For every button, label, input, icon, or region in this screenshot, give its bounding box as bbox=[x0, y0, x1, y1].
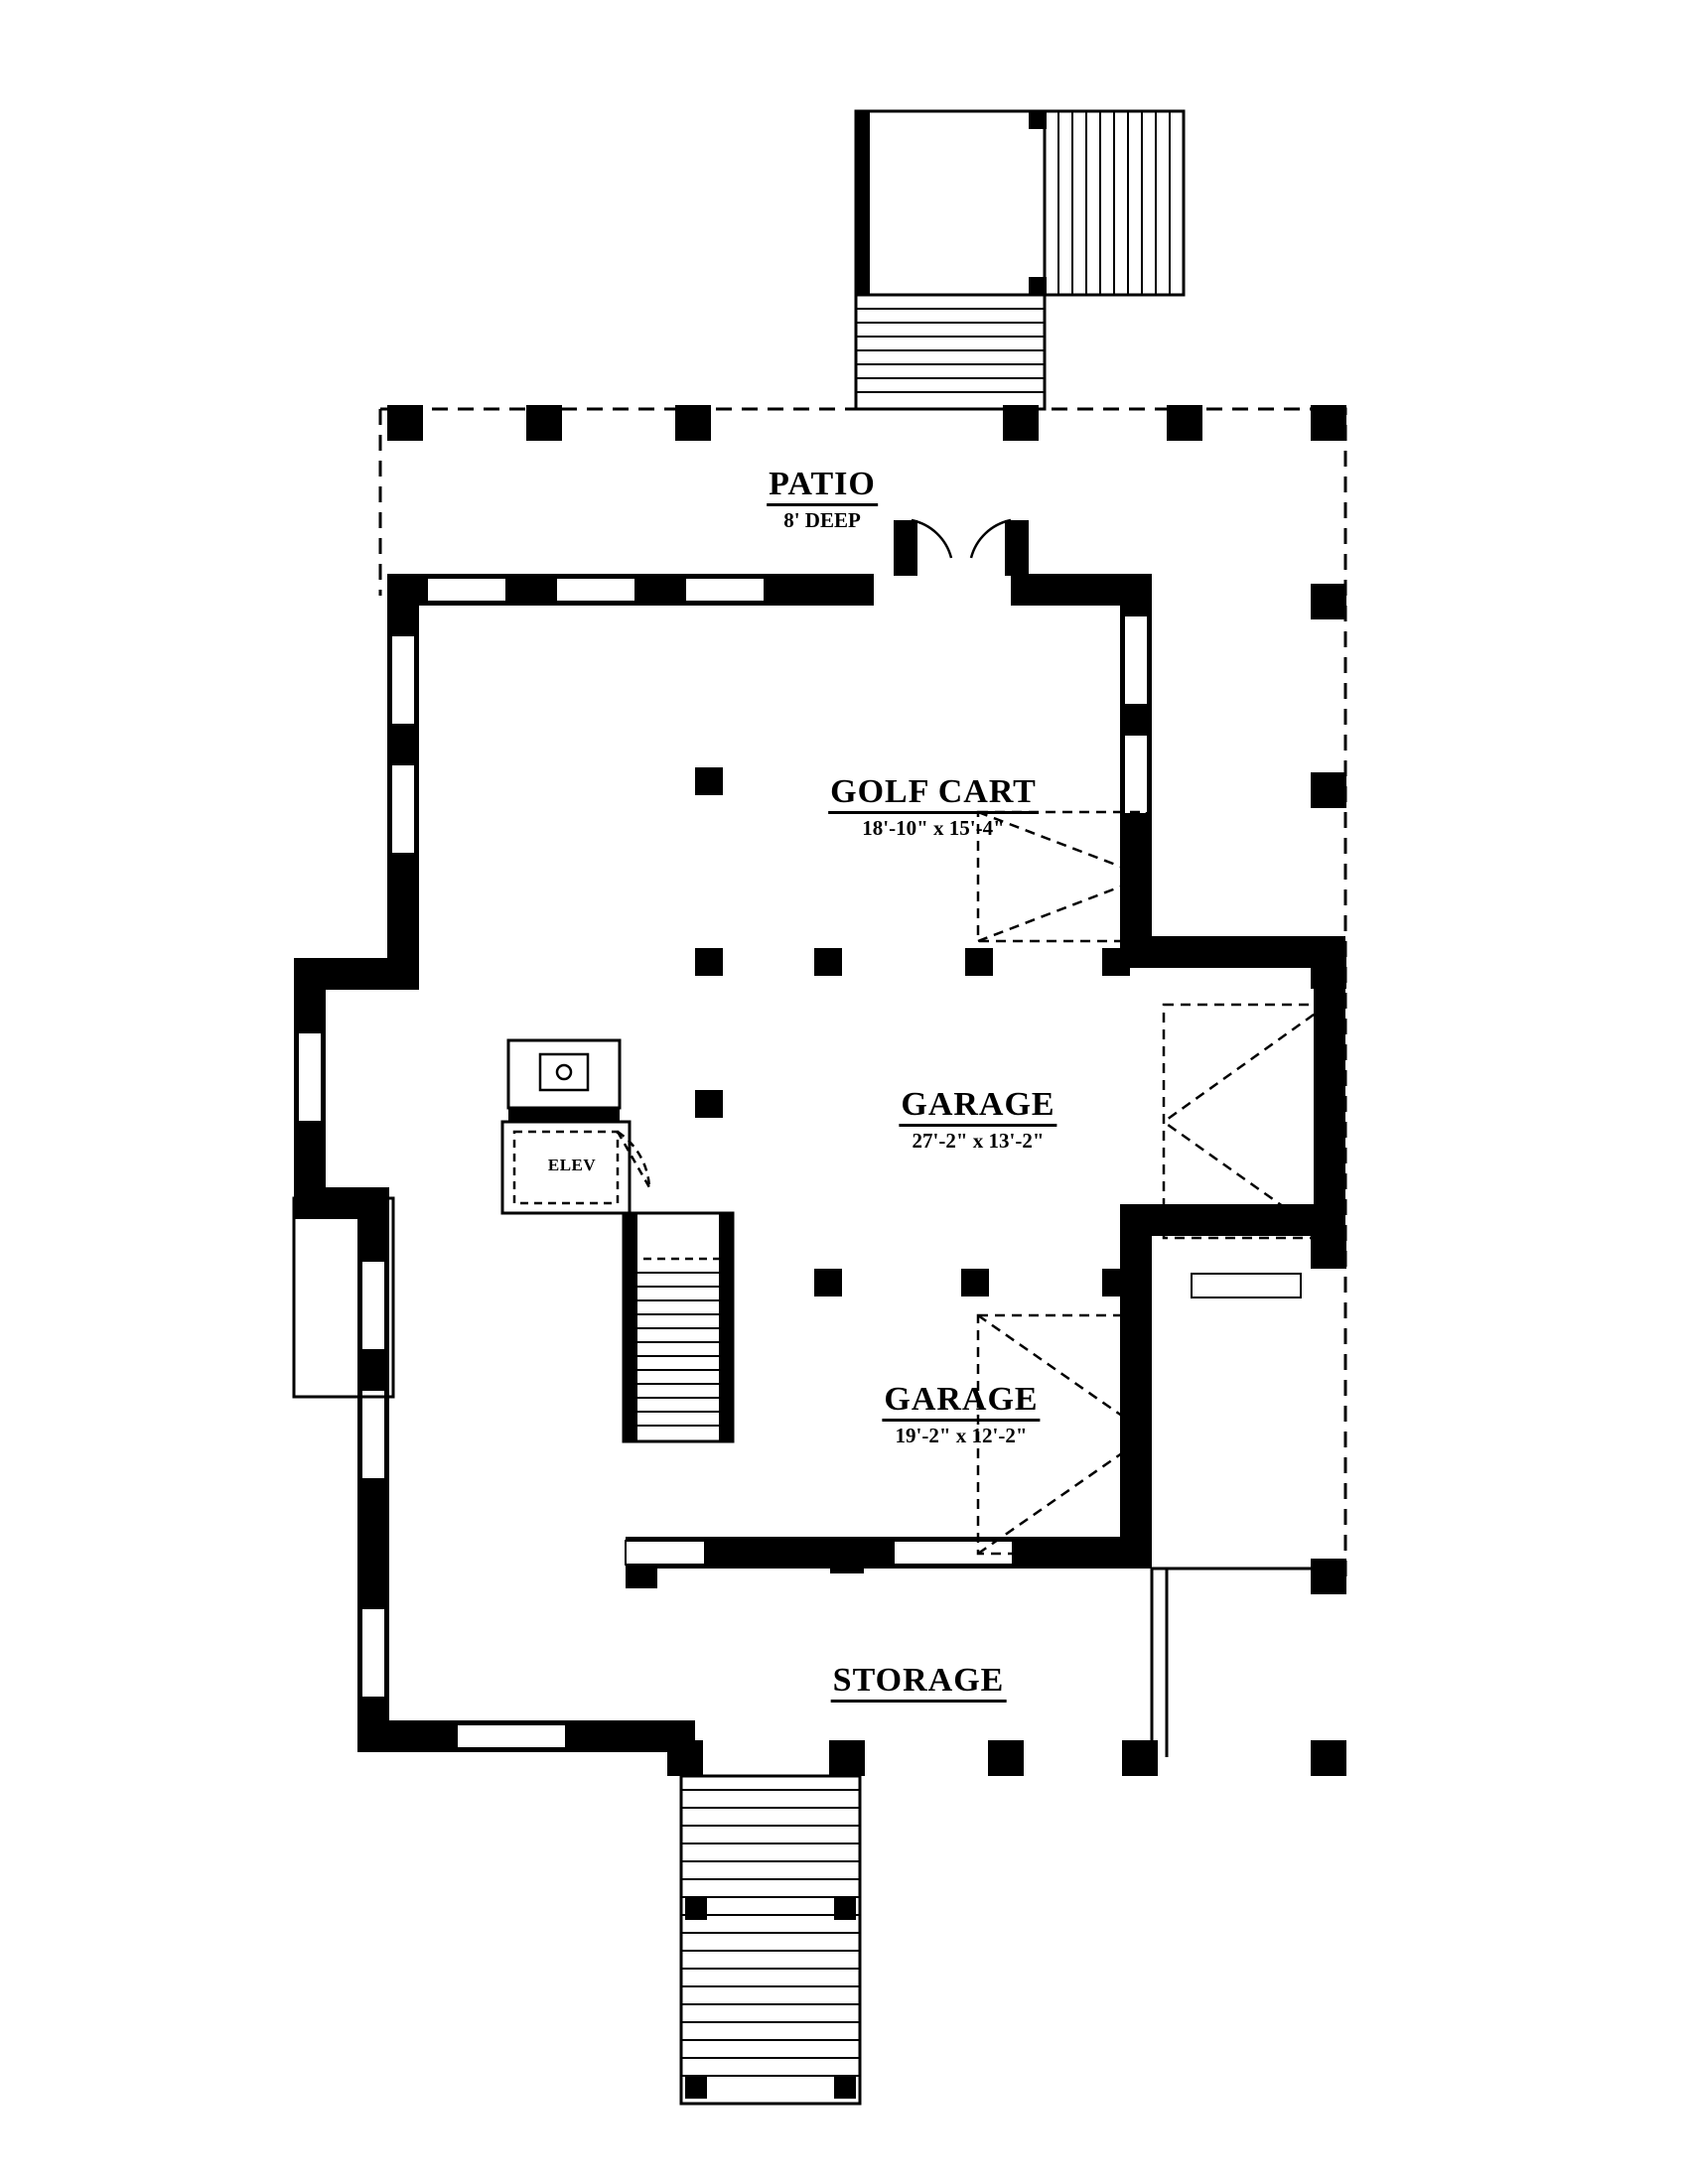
room-label-garage-main bbox=[899, 1087, 1056, 1153]
interior-stair bbox=[624, 1213, 733, 1441]
main-garage-door bbox=[1164, 1005, 1328, 1238]
room-name: STORAGE bbox=[831, 1663, 1007, 1703]
upper-stair-right bbox=[1045, 111, 1184, 295]
right-drive-edge bbox=[1152, 1569, 1331, 1757]
room-label-golf-cart bbox=[828, 774, 1039, 840]
lower-entry-stair bbox=[681, 1776, 860, 2104]
room-label-storage bbox=[831, 1663, 1007, 1703]
upper-stair-lower bbox=[856, 295, 1045, 409]
interior-columns bbox=[667, 767, 1346, 1776]
room-name: GOLF CART bbox=[828, 774, 1039, 814]
room-label-patio bbox=[767, 467, 878, 532]
room-label-garage-second bbox=[882, 1382, 1040, 1447]
room-dims: 18'-10" x 15'-4" bbox=[862, 815, 1005, 840]
room-dims: 8' DEEP bbox=[783, 507, 861, 532]
elevator-shaft bbox=[502, 1040, 649, 1213]
room-name: PATIO bbox=[767, 467, 878, 506]
room-dims: 19'-2" x 12'-2" bbox=[895, 1423, 1028, 1447]
elevator-label: ELEV bbox=[547, 1156, 597, 1174]
room-name: GARAGE bbox=[899, 1087, 1056, 1127]
patio-double-door bbox=[894, 520, 1029, 576]
upper-entry-deck bbox=[856, 111, 1184, 409]
room-name: GARAGE bbox=[882, 1382, 1040, 1422]
exterior-walls bbox=[294, 574, 1345, 1752]
room-dims: 27'-2" x 13'-2" bbox=[912, 1128, 1045, 1153]
